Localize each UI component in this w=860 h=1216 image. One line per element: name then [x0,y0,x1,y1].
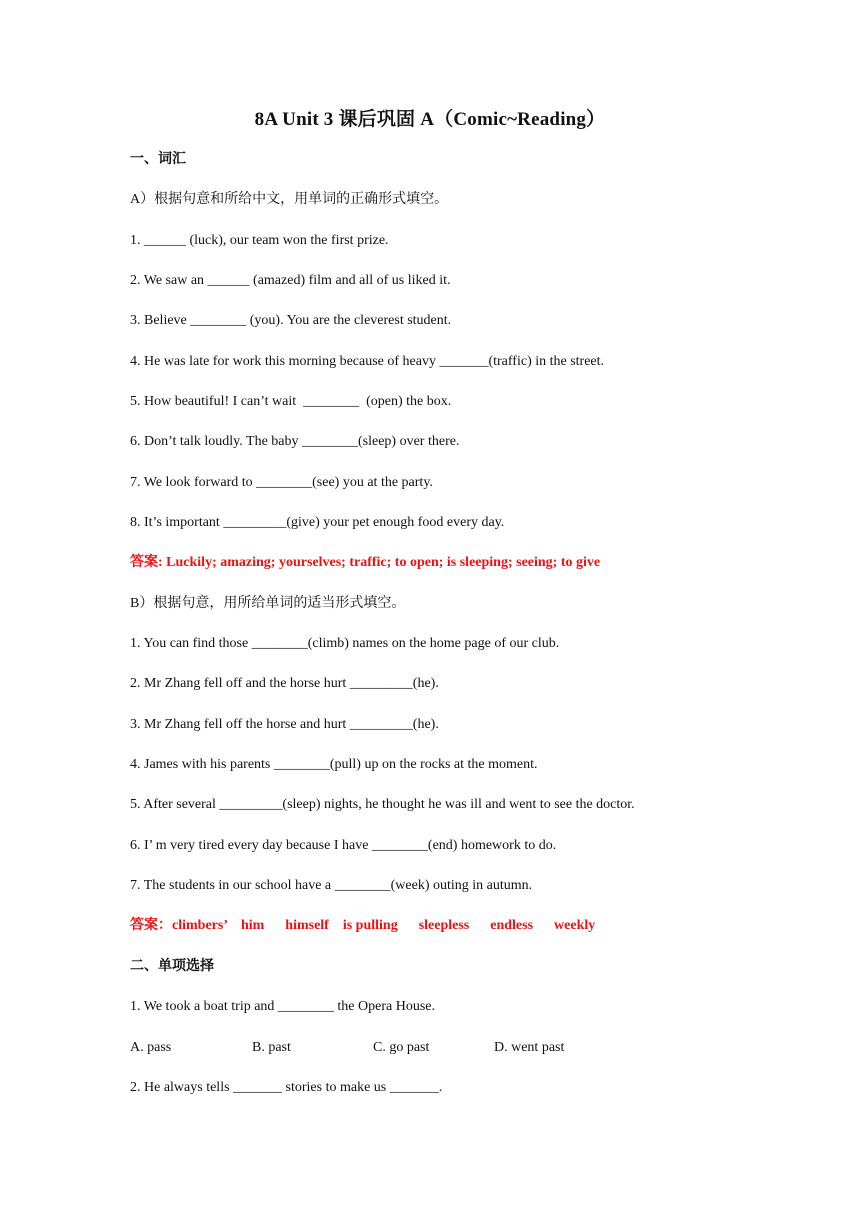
part-a-item-1: 1. ______ (luck), our team won the first prize. [130,233,389,248]
part-a-instruction: A）根据句意和所给中文，用单词的正确形式填空。 [130,192,449,207]
part-a-item-4: 4. He was late for work this morning because of heavy _______(traffic) in the street. [130,354,605,369]
part-b-item-4: 4. James with his parents ________(pull) up on the rocks at the moment. [130,757,538,772]
part-a-item-6: 6. Don’t talk loudly. The baby ________(sleep) over there. [130,434,460,449]
page-title: 8A Unit 3 课后巩固 A（Comic~Reading） [254,109,606,130]
part-a-item-2: 2. We saw an ______ (amazed) film and all of us liked it. [130,273,451,288]
part-a-item-8: 8. It’s important _________(give) your pet enough food every day. [130,515,505,530]
part-a-item-7: 7. We look forward to ________(see) you at the party. [130,475,433,490]
mc-question-1-option-b: B. past [252,1040,291,1055]
part-b-item-6: 6. I’ m very tired every day because I have ________(end) homework to do. [130,838,557,853]
part-b-item-1: 1. You can find those ________(climb) names on the home page of our club. [130,636,560,651]
mc-question-1-option-c: C. go past [373,1040,430,1055]
section-heading-vocabulary: 一、词汇 [130,152,186,167]
mc-question-1-option-a: A. pass [130,1040,172,1055]
part-b-instruction: B）根据句意，用所给单词的适当形式填空。 [130,596,406,611]
part-b-answer: 答案：climbers’ him himself is pulling sleepless endless weekly [130,918,596,933]
mc-question-1-option-d: D. went past [494,1040,565,1055]
section-heading-multiple-choice: 二、单项选择 [130,959,214,974]
mc-question-1: 1. We took a boat trip and ________ the Opera House. [130,999,435,1014]
part-b-item-3: 3. Mr Zhang fell off the horse and hurt _________(he). [130,717,439,732]
mc-question-2: 2. He always tells _______ stories to make us _______. [130,1080,443,1095]
part-b-item-5: 5. After several _________(sleep) nights, he thought he was ill and went to see the doctor. [130,797,635,812]
part-a-answer: 答案: Luckily; amazing; yourselves; traffic; to open; is sleeping; seeing; to give [130,555,601,570]
part-a-item-5: 5. How beautiful! I can’t wait ________ (open) the box. [130,394,452,409]
part-b-item-7: 7. The students in our school have a ________(week) outing in autumn. [130,878,533,893]
part-a-item-3: 3. Believe ________ (you). You are the cleverest student. [130,313,452,328]
part-b-item-2: 2. Mr Zhang fell off and the horse hurt _________(he). [130,676,439,691]
